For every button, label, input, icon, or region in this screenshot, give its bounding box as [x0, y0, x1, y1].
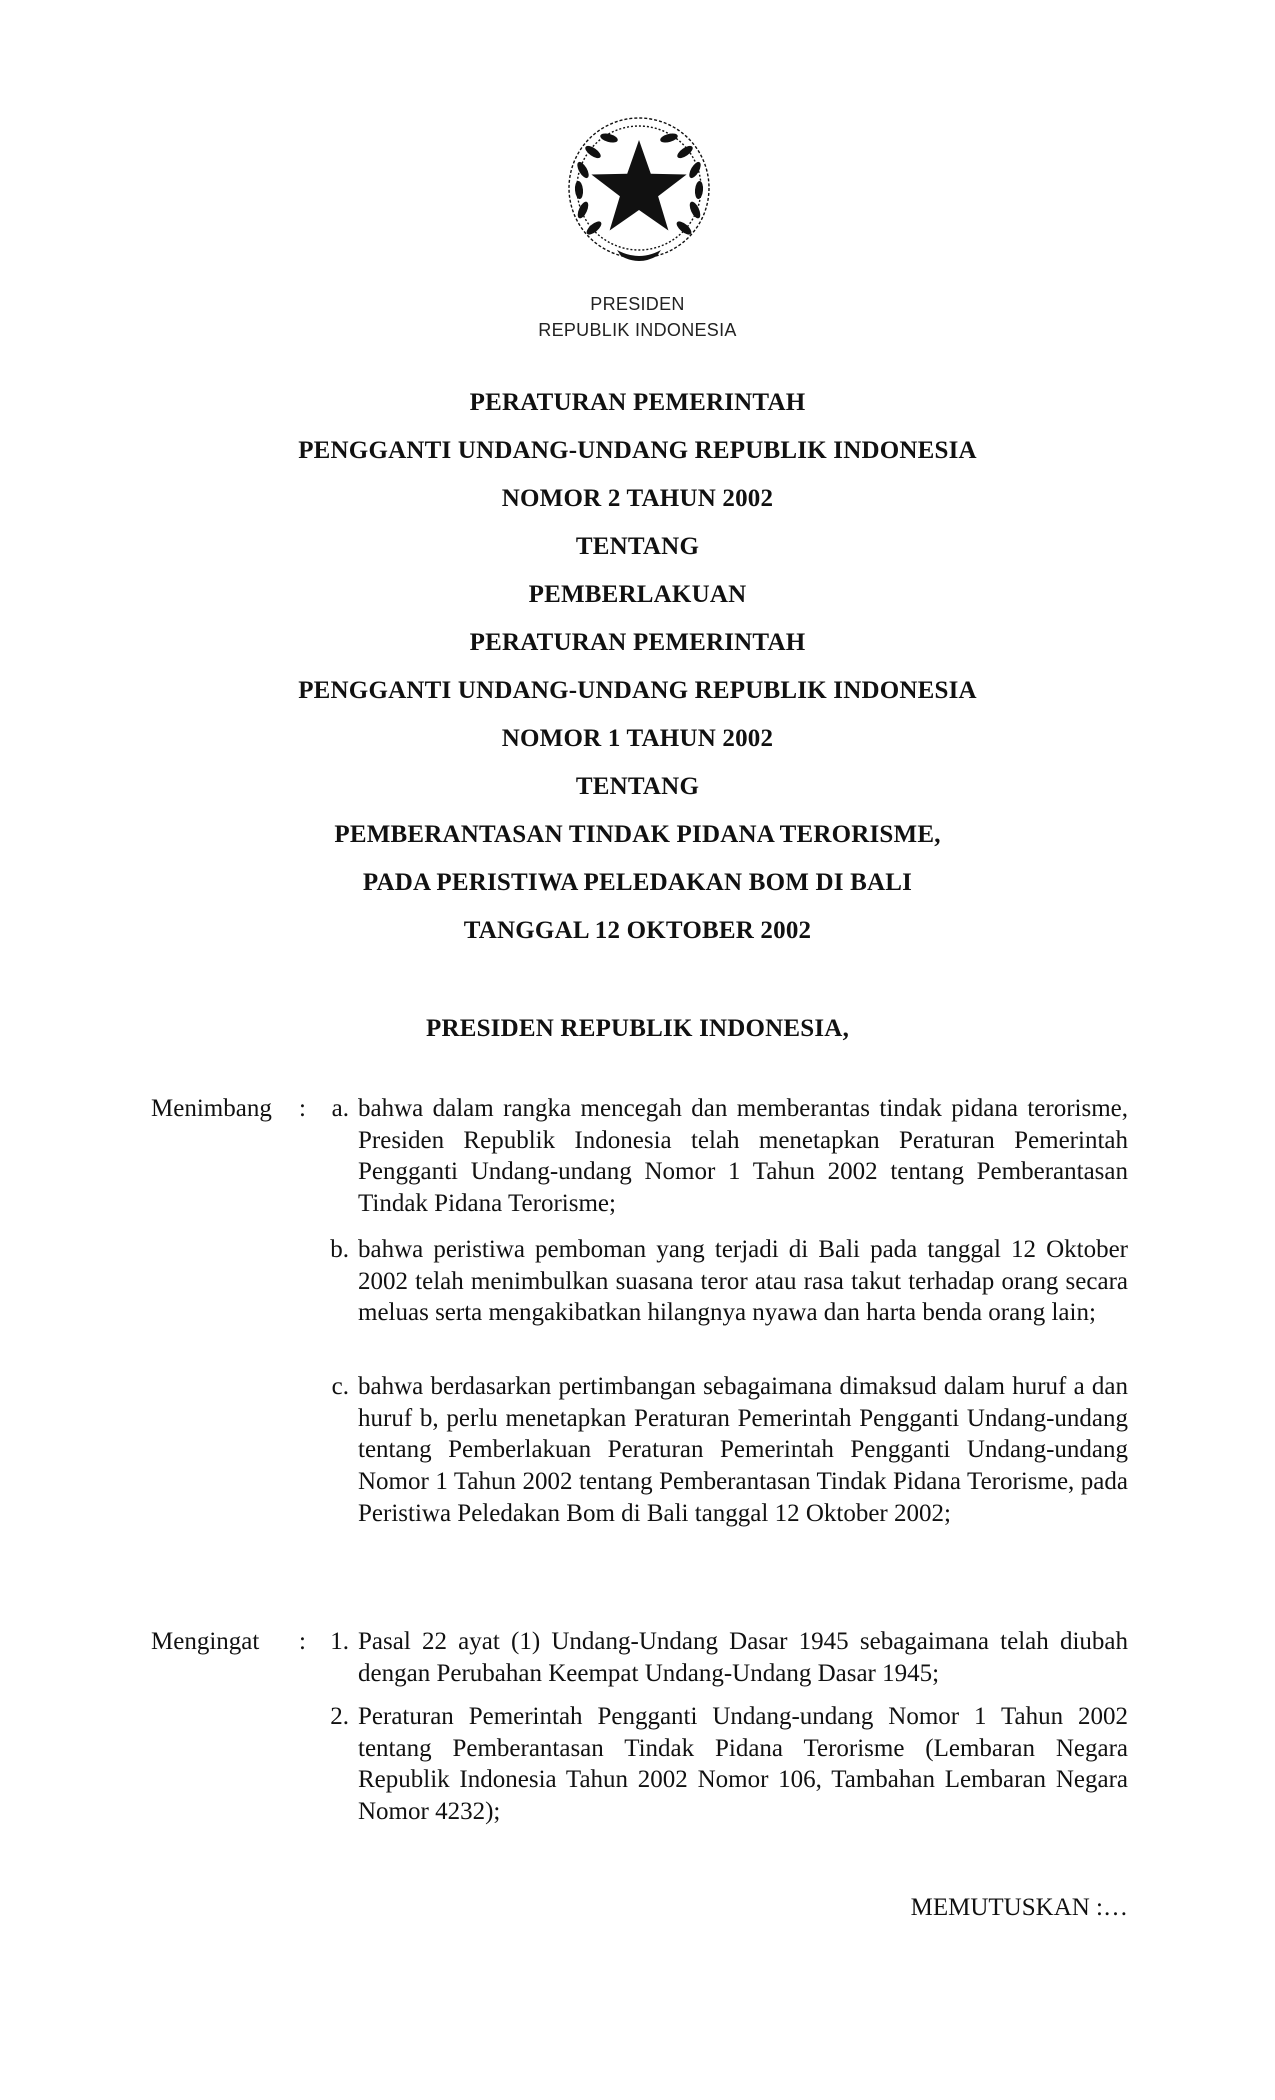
legal-basis-marker: 2.: [330, 1703, 349, 1730]
continuation-text: MEMUTUSKAN :…: [910, 1894, 1128, 1921]
title-line: PADA PERISTIWA PELEDAKAN BOM DI BALI: [362, 869, 913, 896]
title-line: PEMBERLAKUAN: [528, 581, 747, 608]
garuda-star-emblem-icon: [559, 110, 719, 270]
issuer-line: PRESIDEN REPUBLIK INDONESIA,: [425, 1015, 850, 1042]
consideration-text: bahwa dalam rangka mencegah dan memberantas tindak pidana terorisme, Presiden Republik Indonesia telah menetapkan Peraturan Pemerintah Pengganti Undang-undang Nomor 1 Tahun 2002 tentang Pemberantasan Tindak Pidana Terorisme;: [358, 1095, 1128, 1218]
legal-basis-text: Peraturan Pemerintah Pengganti Undang-undang Nomor 1 Tahun 2002 tentang Pemberantasan Tindak Pidana Terorisme (Lembaran Negara Republik Indonesia Tahun 2002 Nomor 106, Tambahan Lembaran Negara Nomor 4232);: [358, 1703, 1128, 1826]
consideration-marker: a.: [331, 1095, 349, 1122]
title-line: NOMOR 1 TAHUN 2002: [501, 725, 774, 752]
institution-line-president: PRESIDEN: [590, 294, 685, 314]
institution-line-republic: REPUBLIK INDONESIA: [538, 320, 737, 340]
title-line: TENTANG: [575, 533, 700, 560]
consideration-marker: b.: [330, 1236, 349, 1263]
title-line: TENTANG: [575, 773, 700, 800]
title-line: PEMBERANTASAN TINDAK PIDANA TERORISME,: [334, 821, 941, 848]
title-line: NOMOR 2 TAHUN 2002: [501, 485, 774, 512]
legal-basis-text: Pasal 22 ayat (1) Undang-Undang Dasar 1945 sebagaimana telah diubah dengan Perubahan Keempat Undang-Undang Dasar 1945;: [358, 1628, 1128, 1687]
title-line: PENGGANTI UNDANG-UNDANG REPUBLIK INDONESIA: [298, 677, 977, 704]
consideration-text: bahwa peristiwa pemboman yang terjadi di Bali pada tanggal 12 Oktober 2002 telah menimbulkan suasana teror atau rasa takut terhadap orang secara meluas serta mengakibatkan hilangnya nyawa dan harta benda orang lain;: [358, 1236, 1128, 1327]
title-line: TANGGAL 12 OKTOBER 2002: [463, 917, 812, 944]
title-line: PENGGANTI UNDANG-UNDANG REPUBLIK INDONESIA: [298, 437, 977, 464]
consideration-marker: c.: [331, 1373, 349, 1400]
menimbang-colon: :: [299, 1095, 306, 1122]
consideration-text: bahwa berdasarkan pertimbangan sebagaimana dimaksud dalam huruf a dan huruf b, perlu menetapkan Peraturan Pemerintah Pengganti Undang-undang tentang Pemberlakuan Peraturan Pemerintah Pengganti Undang-undang Nomor 1 Tahun 2002 tentang Pemberantasan Tindak Pidana Terorisme, pada Peristiwa Peledakan Bom di Bali tanggal 12 Oktober 2002;: [358, 1373, 1128, 1527]
mengingat-label: Mengingat: [151, 1628, 260, 1655]
menimbang-label: Menimbang: [151, 1095, 272, 1122]
title-line: PERATURAN PEMERINTAH: [469, 629, 806, 656]
legal-basis-marker: 1.: [330, 1628, 349, 1655]
mengingat-colon: :: [299, 1628, 306, 1655]
title-line: PERATURAN PEMERINTAH: [469, 389, 806, 416]
